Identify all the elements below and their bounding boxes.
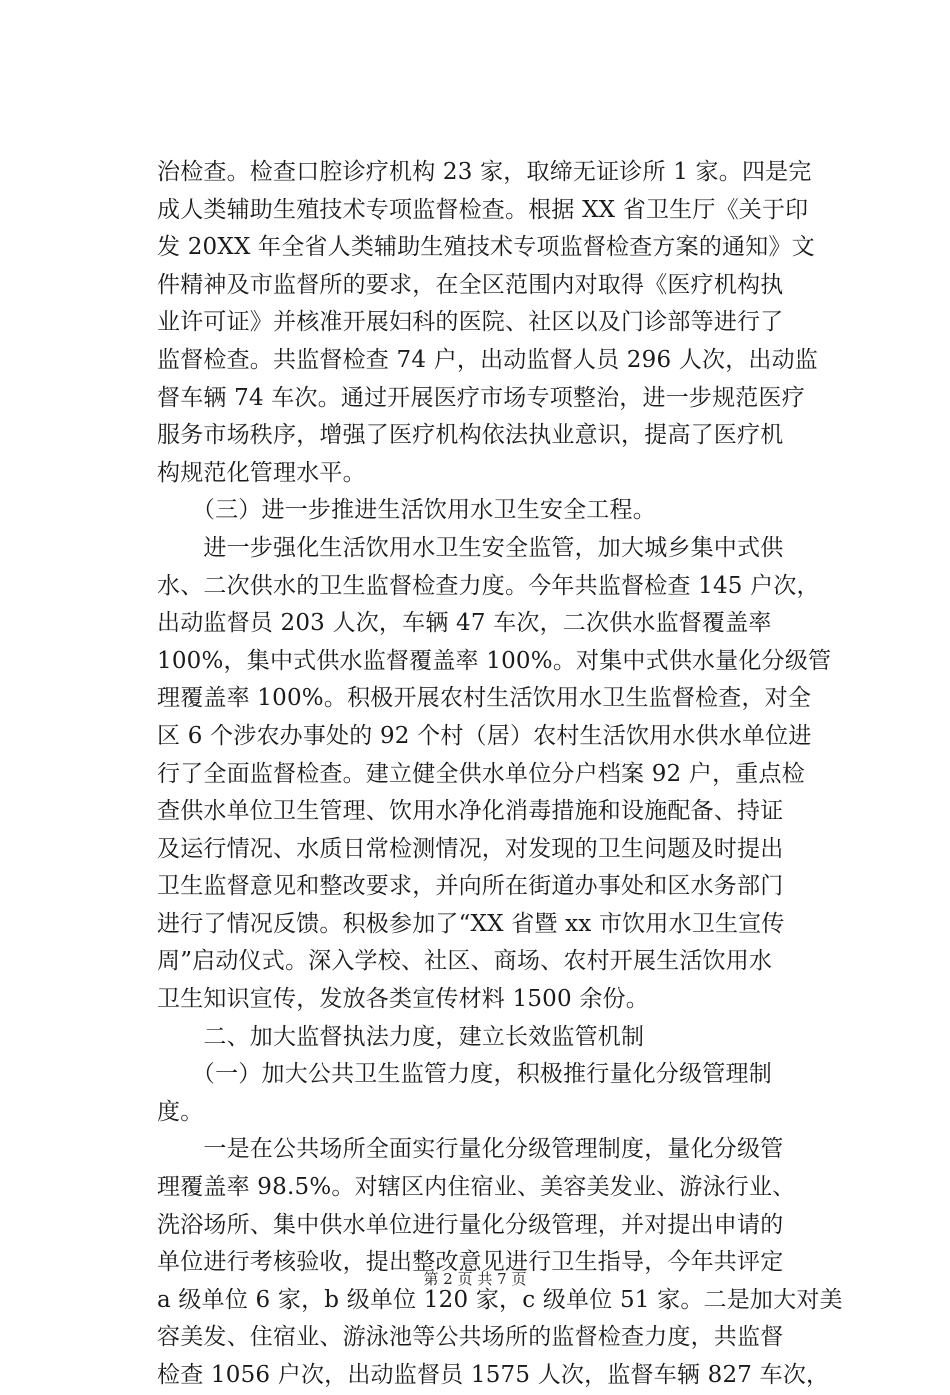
- text-line: 度。: [157, 1098, 204, 1125]
- text-line: 水、二次供水的卫生监督检查力度。今年共监督检查 145 户次，: [157, 572, 820, 599]
- text-line: 治检查。检查口腔诊疗机构 23 家，取缔无证诊所 1 家。四是完: [157, 159, 812, 185]
- text-line: （一）加大公共卫生监管力度，积极推行量化分级管理制: [157, 1061, 772, 1088]
- text-line: 进一步强化生活饮用水卫生安全监管，加大城乡集中式供: [157, 534, 784, 561]
- text-line: 卫生监督意见和整改要求，并向所在街道办事处和区水务部门: [157, 873, 784, 900]
- text-line: 出动监督员 203 人次，车辆 47 车次，二次供水监督覆盖率: [157, 610, 772, 637]
- text-line: 理覆盖率 100%。积极开展农村生活饮用水卫生监督检查，对全: [157, 685, 812, 712]
- text-line: 100%，集中式供水监督覆盖率 100%。对集中式供水量化分级管: [157, 647, 832, 674]
- text-line: 容美发、住宿业、游泳池等公共场所的监督检查力度，共监督: [157, 1324, 784, 1351]
- text-line: 行了全面监督检查。建立健全供水单位分户档案 92 户，重点检: [157, 760, 805, 787]
- text-line: 成人类辅助生殖技术专项监督检查。根据 XX 省卫生厅《关于印: [157, 196, 809, 223]
- text-line: 洗浴场所、集中供水单位进行量化分级管理，并对提出申请的: [157, 1211, 784, 1238]
- text-line: 区 6 个涉农办事处的 92 个村（居）农村生活饮用水供水单位进: [157, 722, 812, 749]
- text-line: 理覆盖率 98.5%。对辖区内住宿业、美容美发业、游泳行业、: [157, 1174, 796, 1201]
- text-line: 卫生知识宣传，发放各类宣传材料 1500 余份。: [157, 986, 649, 1013]
- text-line: 构规范化管理水平。: [157, 459, 366, 486]
- page-footer: 第 2 页 共 7 页: [423, 1270, 527, 1288]
- text-line: 件精神及市监督所的要求，在全区范围内对取得《医疗机构执: [157, 271, 784, 298]
- document-body: [157, 154, 843, 1395]
- text-line: 查供水单位卫生管理、饮用水净化消毒措施和设施配备、持证: [157, 798, 784, 825]
- text-line: 业许可证》并核准开展妇科的医院、社区以及门诊部等进行了: [157, 309, 784, 336]
- text-line: 监督检查。共监督检查 74 户，出动监督人员 296 人次，出动监: [157, 346, 819, 373]
- text-line: 进行了情况反馈。积极参加了“XX 省暨 xx 市饮用水卫生宣传: [157, 910, 785, 937]
- text-line: 周”启动仪式。深入学校、社区、商场、农村开展生活饮用水: [157, 948, 773, 975]
- text-line: 一是在公共场所全面实行量化分级管理制度，量化分级管: [157, 1136, 784, 1163]
- text-line: 服务市场秩序，增强了医疗机构依法执业意识，提高了医疗机: [157, 422, 784, 449]
- text-line: 检查 1056 户次，出动监督员 1575 人次，监督车辆 827 车次，: [157, 1362, 830, 1388]
- text-line: （三）进一步推进生活饮用水卫生安全工程。: [157, 497, 656, 524]
- text-line: 发 20XX 年全省人类辅助生殖技术专项监督检查方案的通知》文: [157, 234, 815, 261]
- text-line: 督车辆 74 车次。通过开展医疗市场专项整治，进一步规范医疗: [157, 384, 805, 411]
- text-line: 单位进行考核验收，提出整改意见进行卫生指导，今年共评定: [157, 1249, 784, 1276]
- text-line: a 级单位 6 家，b 级单位 120 家，c 级单位 51 家。二是加大对美: [157, 1286, 843, 1313]
- text-line: 二、加大监督执法力度，建立长效监管机制: [157, 1023, 645, 1050]
- text-line: 及运行情况、水质日常检测情况，对发现的卫生问题及时提出: [157, 835, 784, 862]
